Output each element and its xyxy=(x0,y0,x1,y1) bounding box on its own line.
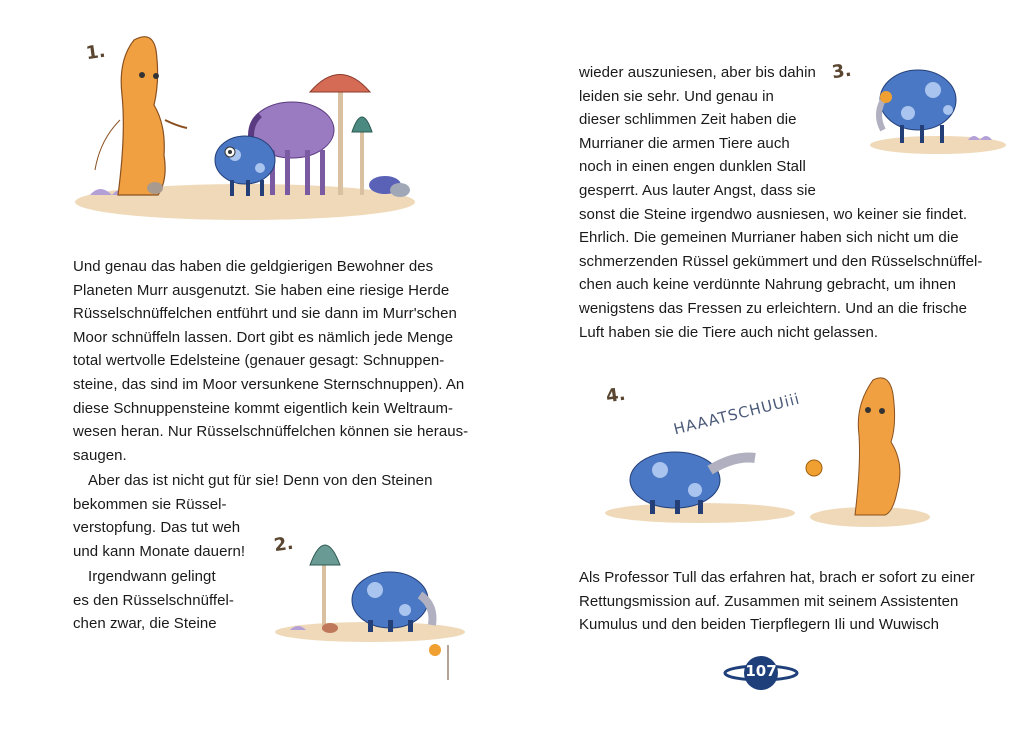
illustration-4 xyxy=(600,365,950,535)
text-line: gesperrt. Aus lauter Angst, dass sie xyxy=(579,182,816,199)
step-label-2: 2. xyxy=(272,532,295,557)
text-line: Ehrlich. Die gemeinen Murrianer haben sich nicht um die xyxy=(579,229,959,247)
illustration-3 xyxy=(828,55,1008,165)
text-line: dieser schlimmen Zeit haben die xyxy=(579,111,797,129)
text-line: leiden sie sehr. Und genau in xyxy=(579,87,774,105)
text-line: wesen heran. Nur Rüsselschnüffelchen können sie heraus- xyxy=(73,423,469,441)
text-line: Murrianer die armen Tiere auch xyxy=(579,134,790,152)
text-line: diese Schnuppensteine kommt eigentlich kein Weltraum- xyxy=(73,399,454,417)
sneezing-elephant-and-orange-creature-image xyxy=(600,365,950,535)
blue-elephant-sniffing-image xyxy=(270,520,475,685)
text-line: chen zwar, die Steine xyxy=(73,615,217,633)
text-line: steine, das sind im Moor versunkene Sternschnuppen). An xyxy=(73,376,465,393)
text-line: verstopfung. Das tut weh xyxy=(73,519,241,537)
right-page xyxy=(510,0,1020,729)
text-line: Aber das ist nicht gut für sie! Denn von den Steinen xyxy=(88,472,433,489)
blue-elephant-hurting-image xyxy=(828,55,1008,165)
text-line: es den Rüsselschnüffel- xyxy=(73,591,234,609)
step-label-4: 4. xyxy=(604,383,627,408)
text-line: wieder auszuniesen, aber bis dahin xyxy=(579,64,816,81)
text-line: chen auch keine verdünnte Nahrung gebracht, um ihnen xyxy=(579,276,957,294)
text-line: Kumulus und den beiden Tierpflegern Ili und Wuwisch xyxy=(579,616,939,634)
text-line: Und genau das haben die geldgierigen Bewohner des xyxy=(73,258,434,275)
step-label-1: 1. xyxy=(84,40,107,65)
illustration-2 xyxy=(270,520,475,685)
text-line: schmerzenden Rüssel gekümmert und den Rüsselschnüffel- xyxy=(579,252,983,270)
text-line: Planeten Murr ausgenutzt. Sie haben eine riesige Herde xyxy=(73,281,450,299)
text-line: sonst die Steine irgendwo ausniesen, wo keiner sie findet. xyxy=(579,205,968,223)
text-line: und kann Monate dauern! xyxy=(73,542,246,560)
page-number-badge xyxy=(722,653,800,693)
text-line: noch in einen engen dunklen Stall xyxy=(579,158,806,176)
step-label-3: 3. xyxy=(830,59,853,84)
text-line: Als Professor Tull das erfahren hat, brach er sofort zu einer xyxy=(579,569,975,586)
sneeze-sound-text: HAAATSCHUUiii xyxy=(671,389,802,439)
text-line: total wertvolle Edelsteine (genauer gesagt: Schnuppen- xyxy=(73,352,445,370)
text-line: Rüsselschnüffelchen entführt und sie dann im Murr'schen xyxy=(73,305,457,323)
page-number: 107 xyxy=(745,662,777,680)
text-line: Irgendwann gelingt xyxy=(88,568,216,585)
illustration-1 xyxy=(70,30,420,225)
text-line: Moor schnüffeln lassen. Dort gibt es nämlich jede Menge xyxy=(73,328,454,346)
text-line: saugen. xyxy=(73,446,127,464)
orange-creature-and-elephants-image xyxy=(70,30,420,225)
text-line: bekommen sie Rüssel- xyxy=(73,495,227,513)
text-line: wenigstens das Fressen zu erleichtern. Und an die frische xyxy=(579,300,968,317)
text-line: Rettungsmission auf. Zusammen mit seinem Assistenten xyxy=(579,592,959,610)
text-line: Luft haben sie die Tiere auch nicht gelassen. xyxy=(579,323,879,341)
